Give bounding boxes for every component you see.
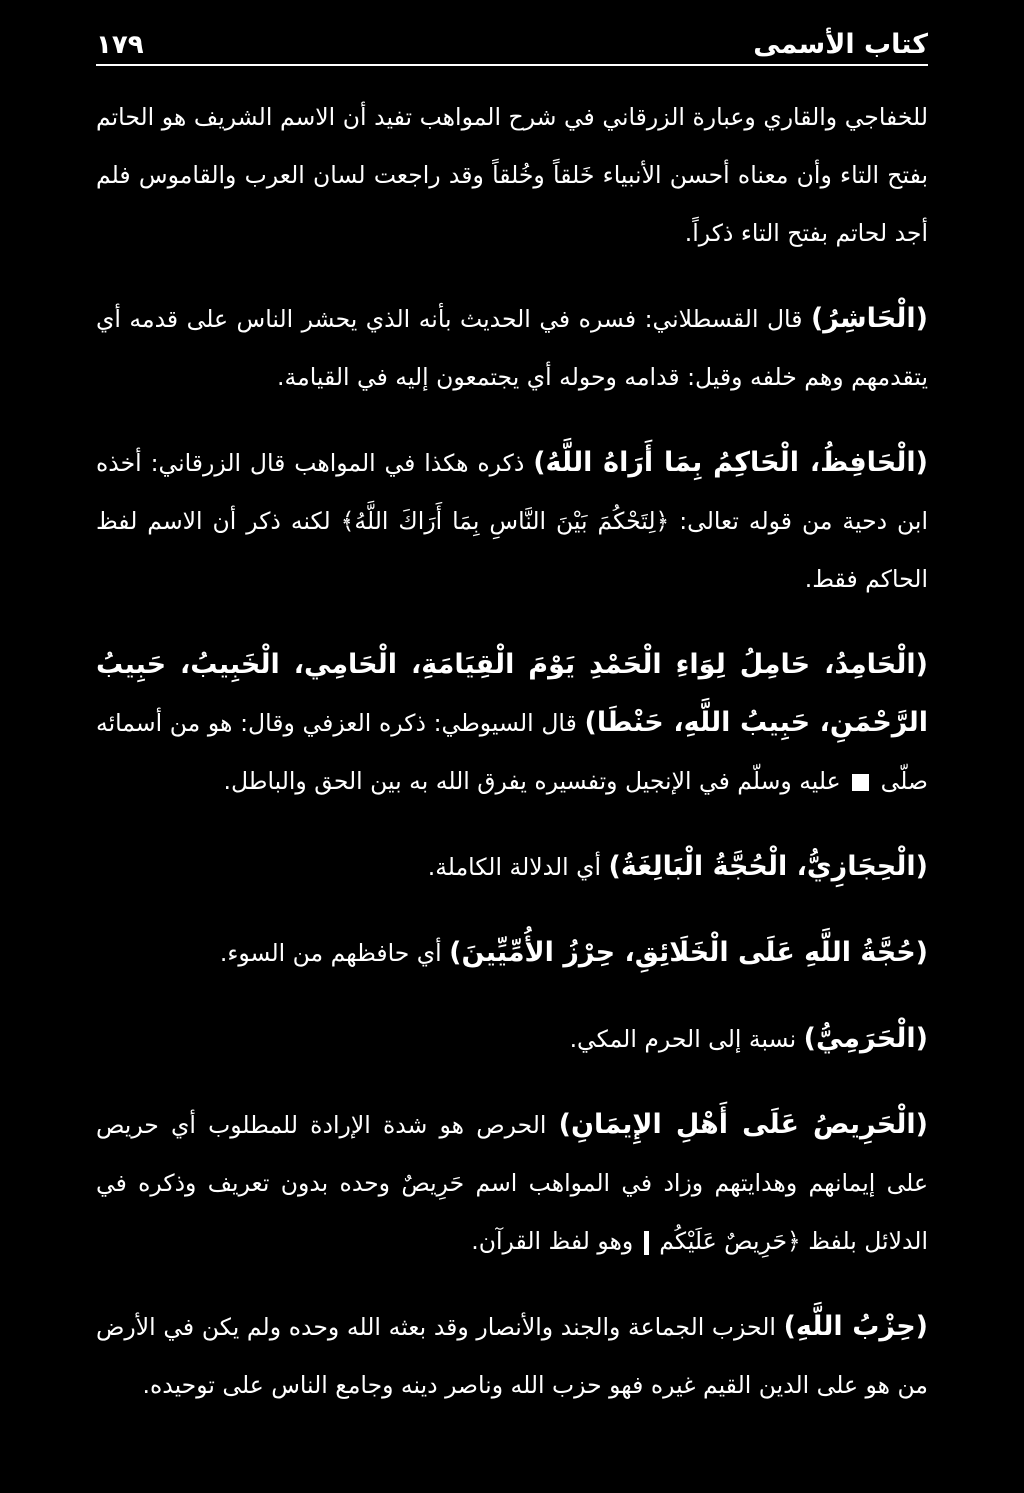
paragraph-hatim xyxy=(96,88,928,262)
paragraph-hijazi xyxy=(96,838,928,896)
paragraph-text: نسبة إلى الحرم المكي. xyxy=(569,1025,797,1053)
paragraph-text: قال القسطلاني: فسره في الحديث بأنه الذي يحشر الناس على قدمه أي يتقدمهم وهم خلفه وقيل: قدامه وحوله أي يجتمعون إليه في القيامة. xyxy=(96,305,928,391)
entry-term: (الْحَرَمِيُّ) xyxy=(803,1023,928,1054)
salutation-mark-icon xyxy=(852,774,869,791)
paragraph-hashir xyxy=(96,290,928,406)
paragraph-text-continued: عليه وسلّم في الإنجيل وتفسيره يفرق الله به بين الحق والباطل. xyxy=(223,767,841,795)
running-title: كتاب الأسمى xyxy=(753,29,928,60)
entry-term: (الْحِجَازِيُّ، الْحُجَّةُ الْبَالِغَةُ) xyxy=(608,851,928,882)
paragraph-text: قال السيوطي: ذكره العزفي وقال: هو من أسمائه صلّى xyxy=(96,709,928,795)
paragraph-text: أي الدلالة الكاملة. xyxy=(427,853,602,881)
paragraph-harami xyxy=(96,1010,928,1068)
paragraph-text: ذكره هكذا في المواهب قال الزرقاني: أخذه ابن دحية من قوله تعالى: ﴿لِتَحْكُمَ بَيْنَ النَّاسِ بِمَا أَرَاكَ اللَّهُ﴾ لكنه ذكر أن الاسم لفظ الحاكم فقط. xyxy=(96,449,928,593)
entry-term: (الْحَافِظُ، الْحَاكِمُ بِمَا أَرَاهُ اللَّهُ) xyxy=(533,447,928,478)
entry-term: (الْحَرِيصُ عَلَى أَهْلِ الإِيمَانِ) xyxy=(558,1109,928,1140)
paragraph-hizb xyxy=(96,1298,928,1414)
entry-term: (الْحَاشِرُ) xyxy=(810,303,928,334)
paragraph-text-continued: وهو لفظ القرآن. xyxy=(471,1227,634,1255)
paragraph-text: الحزب الجماعة والجند والأنصار وقد بعثه الله وحده ولم يكن في الأرض من هو على الدين القيم غيره فهو حزب الله وناصر دينه وجامع الناس على توحيده. xyxy=(96,1313,928,1399)
paragraph-text: الحرص هو شدة الإرادة للمطلوب أي حريص على إيمانهم وهدايتهم وزاد في المواهب اسم حَرِيصٌ وحده بدون تعريف وذكره في الدلائل بلفظ ﴿حَرِيصٌ عَلَيْكُم xyxy=(96,1111,928,1255)
paragraph-hafiz xyxy=(96,434,928,608)
paragraph-hamid xyxy=(96,636,928,810)
page-header xyxy=(96,22,928,66)
entry-term: (حُجَّةُ اللَّهِ عَلَى الْخَلَائِقِ، حِرْزُ الأُمِّيِّينَ) xyxy=(449,937,928,968)
quote-marker-icon xyxy=(644,1231,649,1255)
paragraph-text: للخفاجي والقاري وعبارة الزرقاني في شرح المواهب تفيد أن الاسم الشريف هو الحاتم بفتح التاء وأن معناه أحسن الأنبياء خَلقاً وخُلقاً وقد راجعت لسان العرب والقاموس فلم أجد لحاتم بفتح التاء ذكراً. xyxy=(96,103,928,247)
page-number: ١٧٩ xyxy=(96,30,144,60)
entry-term: (الْحَامِدُ، حَامِلُ لِوَاءِ الْحَمْدِ يَوْمَ الْقِيَامَةِ، الْحَامِي، الْخَبِيبُ، حَبِيبُ الرَّحْمَنِ، حَبِيبُ اللَّهِ، حَنْطَا) xyxy=(96,649,928,738)
page-body xyxy=(96,88,928,1414)
entry-term: (حِزْبُ اللَّهِ) xyxy=(783,1311,929,1342)
paragraph-harees xyxy=(96,1096,928,1270)
paragraph-text: أي حافظهم من السوء. xyxy=(219,939,442,967)
paragraph-hujjat xyxy=(96,924,928,982)
